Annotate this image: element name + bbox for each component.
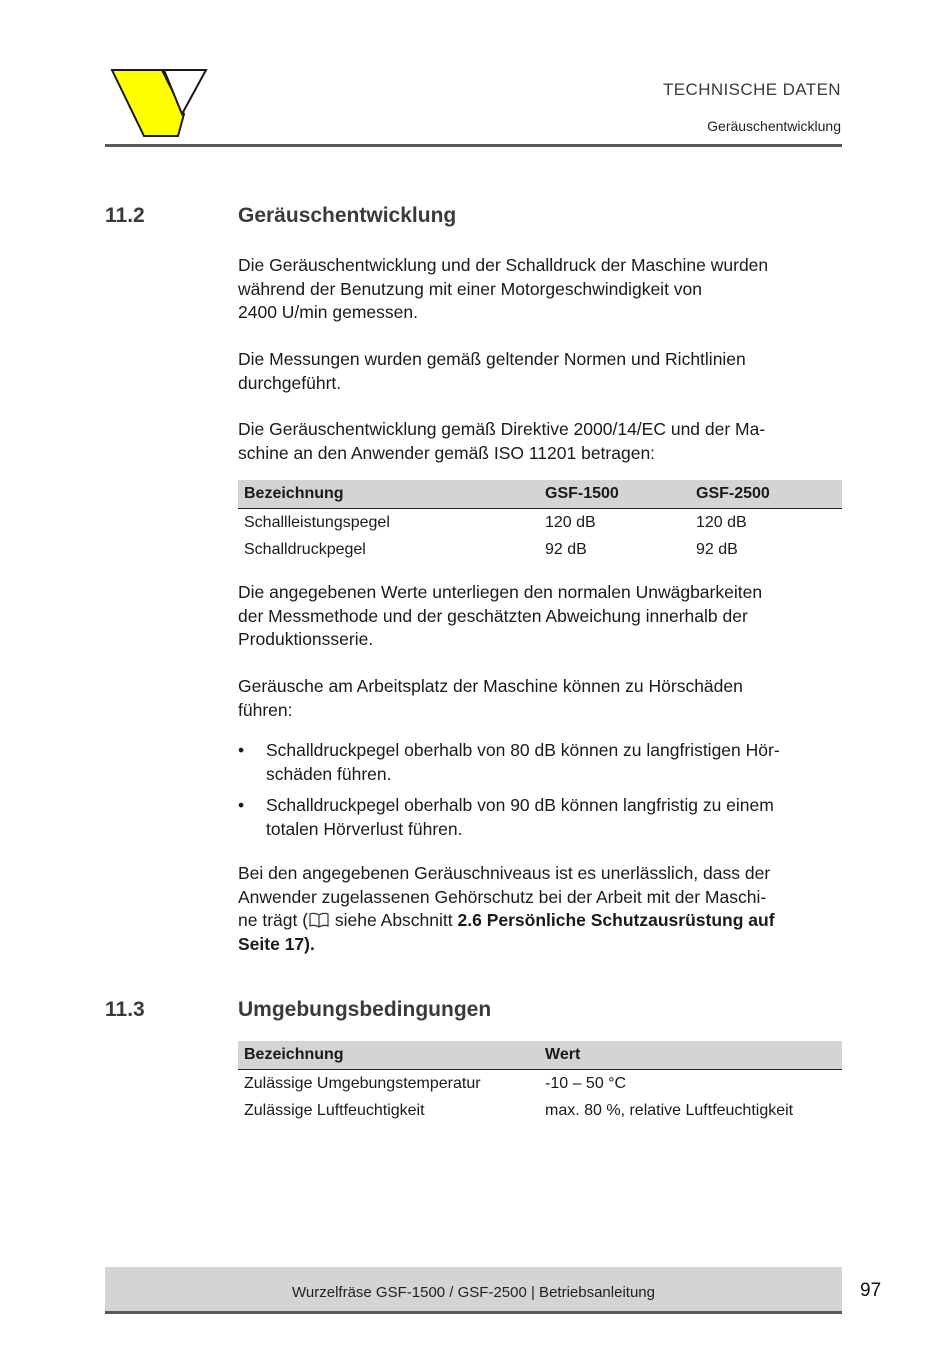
table-cell: 92 dB	[696, 540, 738, 558]
table-header-row	[238, 480, 842, 509]
paragraph-tolerance	[238, 581, 838, 652]
text-line: Schalldruckpegel oberhalb von 80 dB können zu langfristigen Hör-	[266, 740, 780, 760]
text-line: durchgeführt.	[238, 372, 342, 393]
text-line: 2400 U/min gemessen.	[238, 302, 418, 322]
text-line: der Messmethode und der geschätzten Abweichung innerhalb der	[238, 605, 748, 626]
text-line: während der Benutzung mit einer Motorgeschwindigkeit von	[238, 278, 703, 299]
table-cell: max. 80 %, relative Luftfeuchtigkeit	[545, 1101, 794, 1119]
text-line: Schalldruckpegel oberhalb von 90 dB können langfristig zu einem	[266, 795, 774, 815]
book-icon	[308, 912, 330, 928]
text-line	[238, 933, 838, 957]
table-header-cell: Wert	[539, 1041, 842, 1070]
table-cell: 120 dB	[539, 509, 690, 537]
table-header-row	[238, 1041, 842, 1070]
cross-reference-link[interactable]: 2.6 Persönliche Schutzausrüstung auf	[457, 910, 775, 930]
paragraph-norms	[238, 348, 838, 395]
text-line: Anwender zugelassenen Gehörschutz bei der Arbeit mit der Maschi-	[238, 886, 767, 907]
text-line: schäden führen.	[266, 763, 392, 784]
page-number: 97	[860, 1280, 882, 1301]
table-cell: -10 – 50 °C	[539, 1070, 842, 1098]
bullet-marker: •	[238, 795, 245, 815]
text-line: schine an den Anwender gemäß ISO 11201 betragen:	[238, 442, 656, 463]
paragraph-hearing-damage	[238, 675, 838, 722]
text-line: totalen Hörverlust führen.	[266, 818, 463, 839]
section-title: Geräuschentwicklung	[238, 204, 457, 227]
paragraph-measurement	[238, 254, 838, 325]
text-line: führen:	[238, 699, 293, 720]
table-header-cell: GSF-1500	[539, 480, 690, 509]
section-number: 11.3	[105, 998, 145, 1021]
table-row	[238, 509, 842, 537]
header-subtitle: Geräuschentwicklung	[707, 118, 841, 134]
company-logo	[108, 66, 212, 142]
text-line	[238, 909, 838, 933]
text-line: Die Messungen wurden gemäß geltender Normen und Richtlinien	[238, 349, 746, 369]
text-line: Die angegebenen Werte unterliegen den normalen Unwägbarkeiten	[238, 582, 763, 602]
table-row	[238, 1097, 842, 1124]
footer-text: Wurzelfräse GSF-1500 / GSF-2500 | Betriebsanleitung	[292, 1284, 655, 1301]
paragraph-hearing-protection	[238, 862, 838, 956]
bullet-marker: •	[238, 740, 245, 760]
table-cell: 92 dB	[545, 540, 587, 558]
noise-table	[238, 480, 842, 563]
header-title: TECHNISCHE DATEN	[663, 80, 841, 99]
section-title: Umgebungsbedingungen	[238, 998, 492, 1021]
table-cell: 120 dB	[690, 509, 842, 537]
section-number: 11.2	[105, 204, 145, 227]
table-header-cell: Bezeichnung	[238, 1041, 539, 1070]
table-header-cell: GSF-2500	[690, 480, 842, 509]
text-line: Geräusche am Arbeitsplatz der Maschine können zu Hörschäden	[238, 676, 743, 696]
environment-table	[238, 1041, 842, 1124]
text-fragment: siehe Abschnitt	[330, 910, 458, 930]
text-line: Produktionsserie.	[238, 629, 374, 649]
table-row	[238, 1070, 842, 1098]
table-cell: Zulässige Umgebungstemperatur	[238, 1070, 539, 1098]
paragraph-directive	[238, 418, 838, 465]
text-line: Die Geräuschentwicklung gemäß Direktive 2000/14/EC und der Ma-	[238, 419, 766, 439]
table-header-cell: Bezeichnung	[238, 480, 539, 509]
text-line: Bei den angegebenen Geräuschniveaus ist es unerlässlich, dass der	[238, 863, 771, 883]
table-cell: Schallleistungspegel	[238, 509, 539, 537]
header-divider	[105, 144, 842, 147]
text-line: Die Geräuschentwicklung und der Schalldruck der Maschine wurden	[238, 255, 769, 275]
bullet-item	[238, 739, 838, 786]
table-cell: Schalldruckpegel	[244, 540, 366, 558]
text-fragment: ne trägt (	[238, 910, 309, 930]
bullet-item	[238, 794, 838, 841]
table-row	[238, 536, 842, 563]
table-cell: Zulässige Luftfeuchtigkeit	[244, 1101, 425, 1119]
cross-reference-link[interactable]: Seite 17).	[238, 933, 315, 954]
